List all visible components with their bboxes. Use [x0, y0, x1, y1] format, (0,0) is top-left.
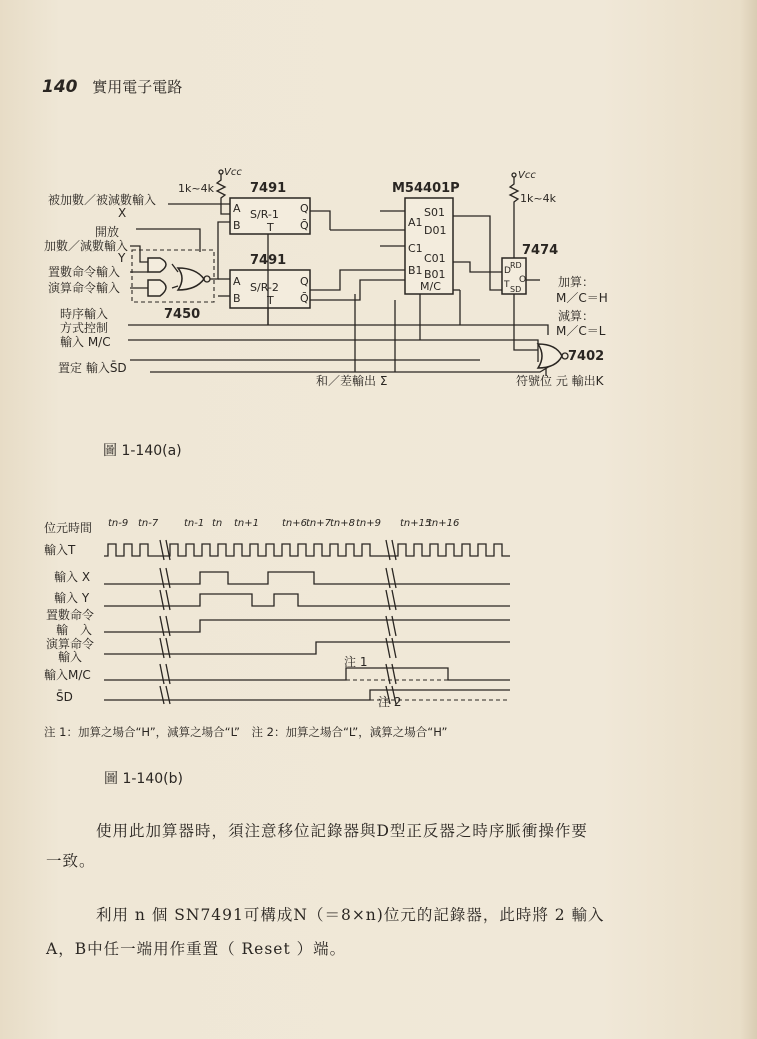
- ic2-pin-b: B: [233, 292, 241, 305]
- ic3-pin-b01: B01: [424, 268, 446, 281]
- caption-fig-b: 圖 1-140(b): [104, 771, 183, 787]
- ic1-pin-t: T: [267, 221, 274, 234]
- res-label-2: 1k~4k: [520, 192, 556, 205]
- label-y: Y: [118, 251, 126, 265]
- ic3-pin-s01: S01: [424, 206, 445, 219]
- ic1-name: S/R-1: [250, 208, 279, 221]
- label-add: 加算：: [558, 275, 595, 289]
- tmark-4: tn+1: [234, 518, 259, 529]
- label-mode: 方式控制: [60, 321, 109, 335]
- row-op-cmd: 演算命令: [46, 637, 95, 651]
- tmark-1: tn-7: [138, 518, 159, 529]
- row-input-y: 輸入 Y: [54, 591, 90, 605]
- tmark-0: tn-9: [108, 518, 129, 529]
- page-number: 140: [42, 77, 78, 97]
- row-input-x: 輸入 X: [54, 570, 91, 584]
- timing-waveforms: [104, 540, 510, 704]
- figure-notes: 注 1：加算之場合“H”，減算之場合“L” 注 2：加算之場合“L”，減算之場合“H”: [44, 725, 448, 739]
- paragraph-2-line-2: A，B中任一端用作重置（ Reset ）端。: [46, 940, 347, 958]
- ic2-pin-t: T: [267, 294, 274, 307]
- ic3-pin-b1: B1: [408, 264, 423, 277]
- label-add-mc: M／C＝H: [556, 291, 608, 305]
- ic4-pin-rd: RD: [510, 261, 522, 270]
- ic3-pin-a1: A1: [408, 216, 423, 229]
- ic2-name: S/R-2: [250, 281, 279, 294]
- ic5-label: 7450: [164, 307, 201, 322]
- tmark-7: tn+8: [330, 518, 355, 529]
- tmark-8: tn+9: [356, 518, 381, 529]
- tmark-6: tn+7: [306, 518, 331, 529]
- ic4-pin-sd: SD: [510, 285, 522, 294]
- tmark-3: tn: [212, 518, 223, 529]
- ic1-pin-b: B: [233, 219, 241, 232]
- label-op-cmd: 演算命令輸入: [48, 281, 121, 295]
- ic2-pin-a: A: [233, 275, 241, 288]
- ic3-pin-d01: D01: [424, 224, 447, 237]
- label-preset-cmd: 置數命令輸入: [48, 265, 121, 279]
- row-input-t: 輸入T: [44, 543, 76, 557]
- ic1-pin-qn: Q̄: [300, 219, 309, 232]
- row-preset-input: 輸 入: [56, 623, 93, 637]
- ic4-pin-o: O: [519, 275, 527, 285]
- paragraph-1-line-2: 一致。: [46, 852, 96, 870]
- tmark-5: tn+6: [282, 518, 307, 529]
- ic1-pin-a: A: [233, 202, 241, 215]
- tmark-10: tn+16: [428, 518, 460, 529]
- sign-output-label: 符號位 元 輸出K: [516, 374, 604, 388]
- vcc-label-2: Vcc: [518, 170, 536, 181]
- label-sub-mc: M／C＝L: [556, 324, 606, 338]
- ic2-label: 7491: [250, 253, 287, 268]
- ic2-pin-qn: Q̄: [300, 292, 309, 305]
- ic4-pin-d: D: [504, 266, 511, 276]
- label-sd: 置定 輸入S̄D: [58, 361, 127, 375]
- label-mc: 輸入 M/C: [60, 335, 111, 349]
- ic2-pin-q: Q: [300, 275, 309, 288]
- ic4-label: 7474: [522, 243, 559, 258]
- ic6-label: 7402: [568, 349, 605, 364]
- label-addend: 加數／減數輸入: [44, 239, 129, 253]
- note2-label: 注 2: [378, 695, 402, 709]
- label-sub: 減算：: [558, 309, 595, 323]
- label-x: X: [118, 206, 127, 220]
- label-augend: 被加數／被減數輸入: [48, 193, 157, 207]
- vcc-label-1: Vcc: [224, 167, 242, 178]
- tmark-9: tn+15: [400, 518, 432, 529]
- ic1-pin-q: Q: [300, 202, 309, 215]
- row-preset-cmd: 置數命令: [46, 608, 95, 622]
- ic1-label: 7491: [250, 181, 287, 196]
- row-sd: S̄D: [56, 690, 73, 704]
- label-clock: 時序輸入: [60, 307, 109, 321]
- ic3-pin-c1: C1: [408, 242, 423, 255]
- sum-output-label: 和／差輸出 Σ: [316, 374, 388, 388]
- paragraph-1-line-1: 使用此加算器時，須注意移位記錄器與D型正反器之時序脈衝操作要: [96, 822, 588, 840]
- tmark-2: tn-1: [184, 518, 205, 529]
- paragraph-2-line-1: 利用 n 個 SN7491可構成N（＝8×n)位元的記錄器，此時將 2 輸入: [96, 906, 605, 924]
- ic3-pin-mc: M/C: [420, 280, 441, 293]
- row-op-input: 輸入: [58, 650, 83, 664]
- row-input-mc: 輸入M/C: [44, 668, 91, 682]
- book-title: 實用電子電路: [92, 78, 183, 96]
- bit-time-label: 位元時間: [44, 521, 93, 535]
- res-label-1: 1k~4k: [178, 182, 214, 195]
- ic3-pin-c01: C01: [424, 252, 446, 265]
- ic3-label: M54401P: [392, 181, 460, 196]
- ic4-pin-t: T: [504, 280, 510, 290]
- caption-fig-a: 圖 1-140(a): [103, 443, 182, 459]
- label-open: 開放: [95, 225, 120, 239]
- note1-label: 注 1: [344, 655, 368, 669]
